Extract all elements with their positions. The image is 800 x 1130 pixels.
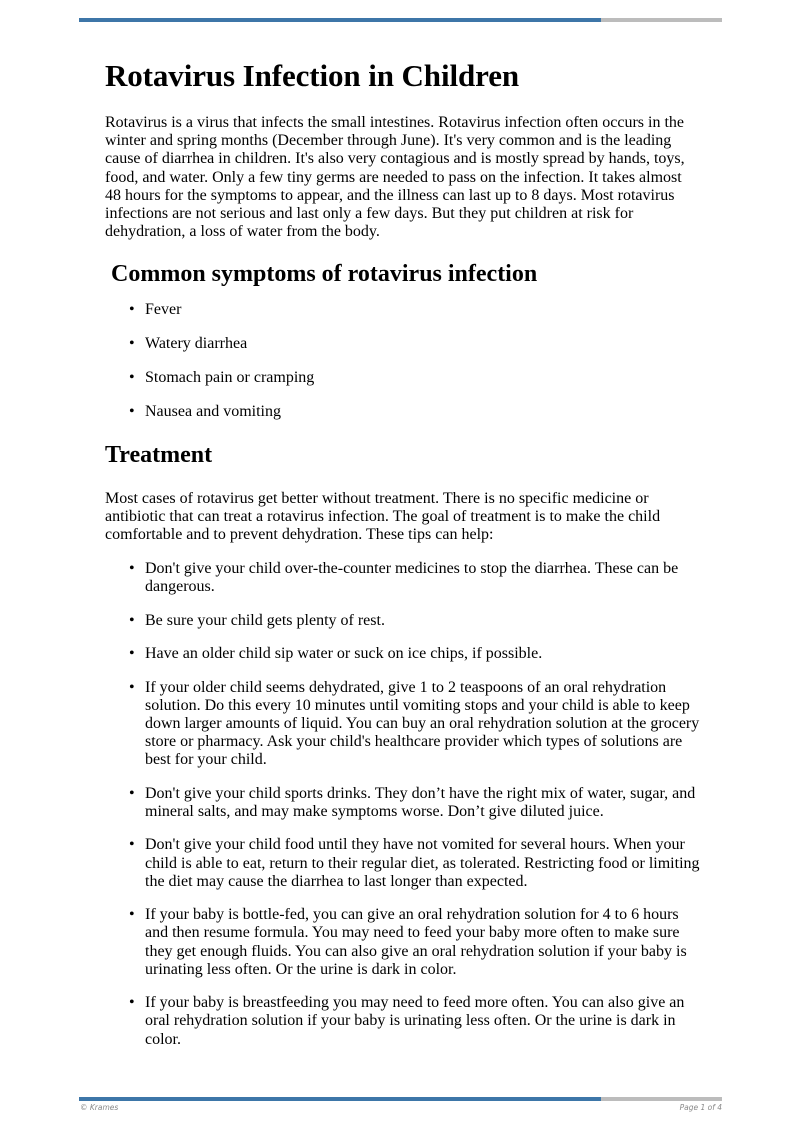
- bullet-icon: •: [129, 906, 135, 924]
- bullet-icon: •: [129, 994, 135, 1012]
- tip-text: Don't give your child sports drinks. They don’t have the right mix of water, sugar, and mineral salts, and may make symptoms worse. Don’t give diluted juice.: [145, 784, 696, 821]
- bullet-icon: •: [129, 403, 135, 421]
- footer-copyright: © Krames: [80, 1103, 119, 1112]
- symptom-text: Stomach pain or cramping: [145, 369, 315, 387]
- bullet-icon: •: [129, 784, 135, 802]
- symptom-text: Watery diarrhea: [145, 335, 248, 353]
- tip-text: If your older child seems dehydrated, give 1 to 2 teaspoons of an oral rehydration solution. Do this every 10 minutes until vomiting stops and your child is able to keep down larger amounts of liquid. You can buy an oral rehydration solution at the grocery store or pharmacy. Ask your child's healthcare provider which types of solutions are best for your child.: [145, 678, 700, 769]
- header-rule-primary: [79, 18, 601, 22]
- list-item: [105, 560, 700, 596]
- list-item: [105, 645, 700, 663]
- tip-text: Don't give your child over-the-counter medicines to stop the diarrhea. These can be dangerous.: [145, 560, 679, 596]
- page-title: Rotavirus Infection in Children: [105, 58, 520, 93]
- tip-text: If your baby is bottle-fed, you can give an oral rehydration solution for 4 to 6 hours and then resume formula. You may need to feed your baby more often to make sure they get enough fluids. You can also give an oral rehydration solution if your baby is urinating less often. Or the urine is dark in color.: [145, 906, 687, 978]
- bullet-icon: •: [129, 645, 135, 663]
- list-item: [105, 836, 700, 891]
- list-item: [105, 301, 700, 319]
- bullet-icon: •: [129, 836, 135, 854]
- treatment-tips-list: [105, 560, 700, 1049]
- footer-page-number: Page 1 of 4: [679, 1103, 722, 1112]
- header-rule: [79, 18, 722, 22]
- symptoms-list: [105, 301, 700, 421]
- document-body: [105, 56, 700, 1064]
- symptoms-heading: Common symptoms of rotavirus infection: [111, 261, 538, 288]
- list-item: [105, 994, 700, 1049]
- list-item: [105, 679, 700, 770]
- tip-text: Have an older child sip water or suck on ice chips, if possible.: [145, 645, 543, 663]
- tip-text: Don't give your child food until they have not vomited for several hours. When your child is able to eat, return to their regular diet, as tolerated. Restricting food or limiting the diet may cause the diarrhea to last longer than expected.: [145, 836, 700, 890]
- treatment-intro-paragraph: Most cases of rotavirus get better without treatment. There is no specific medicine or antibiotic that can treat a rotavirus infection. The goal of treatment is to make the child comfortable and to prevent dehydration. These tips can help:: [105, 489, 661, 544]
- footer-rule: [79, 1097, 722, 1101]
- tip-text: If your baby is breastfeeding you may need to feed more often. You can also give an oral rehydration solution if your baby is urinating less often. Or the urine is dark in color.: [145, 994, 685, 1048]
- list-item: [105, 403, 700, 421]
- footer-rule-primary: [79, 1097, 601, 1101]
- header-rule-secondary: [601, 18, 722, 22]
- symptom-text: Nausea and vomiting: [145, 403, 281, 421]
- list-item: [105, 906, 700, 979]
- bullet-icon: •: [129, 335, 135, 353]
- bullet-icon: •: [129, 369, 135, 387]
- footer-rule-secondary: [601, 1097, 722, 1101]
- bullet-icon: •: [129, 611, 135, 629]
- list-item: [105, 369, 700, 387]
- list-item: [105, 612, 700, 630]
- bullet-icon: •: [129, 301, 135, 319]
- treatment-heading: Treatment: [105, 441, 213, 468]
- list-item: [105, 335, 700, 353]
- symptom-text: Fever: [145, 301, 182, 319]
- intro-paragraph: Rotavirus is a virus that infects the small intestines. Rotavirus infection often occurs in the winter and spring months (December through June). It's very common and is the leading cause of diarrhea in children. It's also very contagious and is mostly spread by hands, toys, food, and water. Only a few tiny germs are needed to pass on the infection. It takes almost 48 hours for the symptoms to appear, and the illness can last up to 8 days. Most rotavirus infections are not serious and last only a few days. But they put children at risk for dehydration, a loss of water from the body.: [105, 114, 685, 241]
- list-item: [105, 785, 700, 821]
- bullet-icon: •: [129, 678, 135, 696]
- tip-text: Be sure your child gets plenty of rest.: [145, 611, 385, 629]
- bullet-icon: •: [129, 560, 135, 578]
